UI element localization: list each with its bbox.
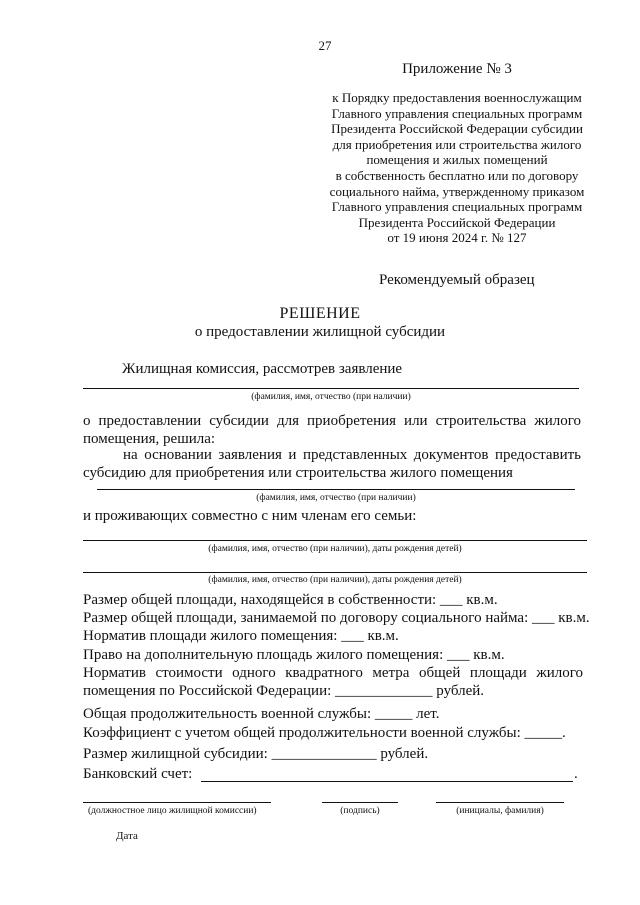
official-signature-line (83, 802, 271, 803)
coefficient-label: Коэффициент с учетом общей продолжительности военной службы: (83, 725, 521, 741)
official-caption: (должностное лицо жилищной комиссии) (88, 806, 257, 816)
date-label: Дата (116, 830, 138, 842)
extra-area-blank: ___ (447, 647, 470, 663)
applicant-name-line (83, 388, 579, 389)
appendix-line: от 19 июня 2024 г. № 127 (387, 230, 527, 246)
bank-account-label: Банковский счет: (83, 766, 193, 782)
social-area-field (83, 609, 590, 627)
norm-area-blank: ___ (341, 628, 364, 644)
family-text: и проживающих совместно с ним членам его семьи: (83, 508, 417, 524)
coefficient-end: . (561, 725, 566, 741)
appendix-line: в собственность бесплатно или по договору (335, 167, 579, 183)
decision-subtitle: о предоставлении жилищной субсидии (194, 324, 446, 340)
norm-area-field (83, 627, 399, 645)
coefficient-blank: _____ (524, 725, 562, 741)
bank-account-line (201, 781, 573, 782)
service-length-blank: _____ (374, 706, 413, 722)
family-member-caption-1: (фамилия, имя, отчество (при наличии), даты рождения детей) (208, 544, 462, 554)
commission-text: Жилищная комиссия, рассмотрев заявление (122, 361, 403, 377)
appendix-line: для приобретения или строительства жилого (332, 136, 582, 152)
bank-account-end: . (574, 766, 578, 782)
subsidy-amount-field (83, 745, 428, 763)
initials-caption: (инициалы, фамилия) (456, 806, 544, 816)
signature-caption: (подпись) (340, 806, 380, 816)
paragraph-decision: на основании заявления и представленных документов предоставить субсидию для приобретения или строительства жилого помещения (83, 447, 581, 481)
appendix-reference (318, 90, 596, 246)
coefficient-field (83, 724, 566, 742)
price-norm-line-1: Норматив стоимости одного квадратного метра общей площади жилого (83, 665, 583, 681)
social-area-label: Размер общей площади, занимаемой по договору социального найма: (83, 610, 529, 626)
family-member-line-2 (83, 572, 587, 573)
applicant-name-caption: (фамилия, имя, отчество (при наличии) (251, 392, 411, 402)
family-member-line-1 (83, 540, 587, 541)
price-norm-blank: _____________ (335, 683, 433, 699)
owned-area-label: Размер общей площади, находящейся в собственности: (83, 592, 437, 608)
owned-area-blank: ___ (439, 592, 463, 608)
recipient-name-line (97, 489, 575, 490)
extra-area-label: Право на дополнительную площадь жилого помещения: (83, 647, 444, 663)
owned-area-unit: кв.м. (466, 592, 498, 608)
service-length-label: Общая продолжительность военной службы: (83, 706, 372, 722)
appendix-line: Президента Российской Федерации (358, 214, 556, 230)
service-length-field (83, 705, 439, 723)
subsidy-amount-label: Размер жилищной субсидии: (83, 746, 268, 762)
norm-area-unit: кв.м. (367, 628, 399, 644)
extra-area-unit: кв.м. (473, 647, 505, 663)
recipient-name-caption: (фамилия, имя, отчество (при наличии) (256, 493, 416, 503)
appendix-line: Главного управления специальных программ (331, 199, 583, 215)
page-number: 27 (318, 38, 332, 53)
price-norm-label: помещения по Российской Федерации: (83, 683, 332, 699)
service-length-unit: лет. (416, 706, 440, 722)
appendix-line: помещения и жилых помещений (366, 152, 548, 168)
subsidy-amount-unit: рублей. (380, 746, 429, 762)
appendix-line: Главного управления специальных программ (331, 105, 583, 121)
norm-area-label: Норматив площади жилого помещения: (83, 628, 338, 644)
social-area-blank: ___ (532, 610, 555, 626)
decision-title: РЕШЕНИЕ (279, 305, 361, 322)
family-member-caption-2: (фамилия, имя, отчество (при наличии), даты рождения детей) (208, 575, 462, 585)
extra-area-field (83, 646, 505, 664)
subsidy-amount-blank: ______________ (271, 746, 377, 762)
paragraph-request: о предоставлении субсидии для приобретения или строительства жилого помещения, решила: (83, 413, 581, 447)
appendix-title: Приложение № 3 (402, 61, 512, 77)
initials-line (436, 802, 564, 803)
appendix-line: социального найма, утвержденному приказом (329, 183, 585, 199)
appendix-line: к Порядку предоставления военнослужащим (332, 90, 582, 105)
sample-label: Рекомендуемый образец (379, 272, 535, 288)
appendix-line: Президента Российской Федерации субсидии (331, 121, 583, 137)
price-norm-unit: рублей. (436, 683, 485, 699)
price-norm-field (83, 682, 484, 700)
social-area-unit: кв.м. (558, 610, 590, 626)
owned-area-field (83, 591, 498, 609)
signature-line (322, 802, 398, 803)
